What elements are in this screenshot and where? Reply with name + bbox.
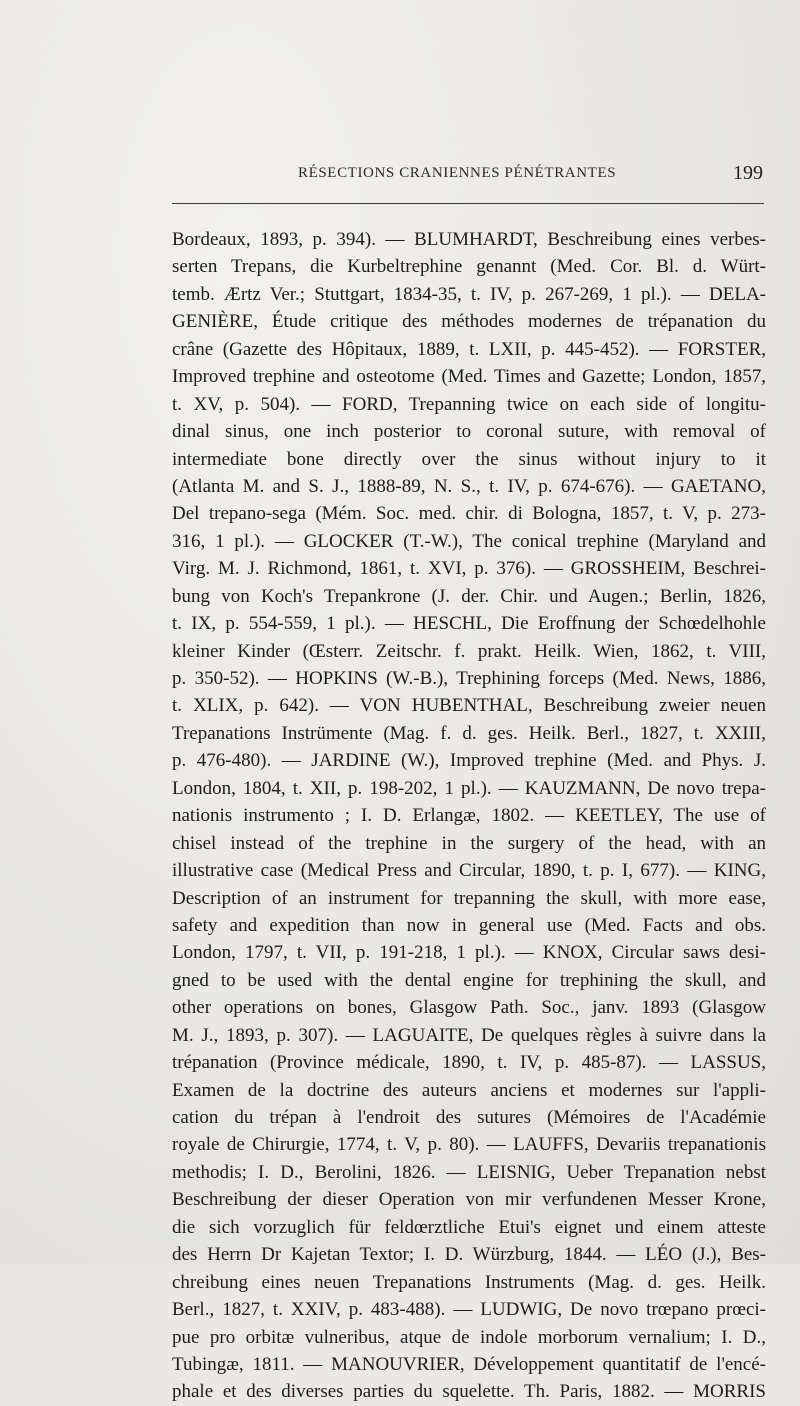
text-line: royale de Chirurgie, 1774, t. V, p. 80). — LAUFFS, Devariis trepanationis xyxy=(172,1134,766,1156)
text-line: des Herrn Dr Kajetan Textor; I. D. Würzburg, 1844. — LÉO (J.), Bes- xyxy=(172,1244,766,1266)
text-line: London, 1804, t. XII, p. 198-202, 1 pl.). — KAUZMANN, De novo trepa- xyxy=(172,777,766,799)
text-line: serten Trepans, die Kurbeltrephine genannt (Med. Cor. Bl. d. Würt- xyxy=(172,256,766,278)
text-line: chreibung eines neuen Trepanations Instruments (Mag. d. ges. Heilk. xyxy=(172,1271,766,1293)
bibliography-text xyxy=(172,226,766,1406)
text-line: temb. Ærtz Ver.; Stuttgart, 1834-35, t. IV, p. 267-269, 1 pl.). — DELA- xyxy=(172,283,766,305)
text-line: t. XLIX, p. 642). — VON HUBENTHAL, Beschreibung zweier neuen xyxy=(172,695,766,717)
text-line: p. 476-480). — JARDINE (W.), Improved trephine (Med. and Phys. J. xyxy=(172,750,766,772)
text-line: Bordeaux, 1893, p. 394). — BLUMHARDT, Beschreibung eines verbes- xyxy=(172,229,766,250)
text-line: cation du trépan à l'endroit des sutures (Mémoires de l'Académie xyxy=(172,1107,766,1128)
text-line: die sich vorzuglich für feldœrztliche Etui's eignet und einem atteste xyxy=(172,1216,766,1238)
text-line: dinal sinus, one inch posterior to coronal suture, with removal of xyxy=(172,421,766,443)
header-rule xyxy=(172,203,764,204)
text-line: Berl., 1827, t. XXIV, p. 483-488). — LUDWIG, De novo trœpano prœci- xyxy=(172,1299,766,1321)
text-line: Tubingæ, 1811. — MANOUVRIER, Développement quantitatif de l'encé- xyxy=(172,1353,766,1375)
text-line: kleiner Kinder (Œsterr. Zeitschr. f. prakt. Heilk. Wien, 1862, t. VIII, xyxy=(172,640,766,662)
text-line: nationis instrumento ; I. D. Erlangæ, 1802. — KEETLEY, The use of xyxy=(172,805,766,827)
text-line: chisel instead of the trephine in the surgery of the head, with an xyxy=(172,832,766,854)
page-number: 199 xyxy=(733,162,763,184)
text-line: London, 1797, t. VII, p. 191-218, 1 pl.). — KNOX, Circular saws desi- xyxy=(172,942,766,964)
text-line: methodis; I. D., Berolini, 1826. — LEISNIG, Ueber Trepanation nebst xyxy=(172,1161,766,1183)
running-head xyxy=(170,162,765,192)
text-line: other operations on bones, Glasgow Path. Soc., janv. 1893 (Glasgow xyxy=(172,997,766,1019)
text-line: bung von Koch's Trepankrone (J. der. Chir. und Augen.; Berlin, 1826, xyxy=(172,585,766,607)
text-line: illustrative case (Medical Press and Circular, 1890, t. p. I, 677). — KING, xyxy=(172,860,766,882)
text-line: crâne (Gazette des Hôpitaux, 1889, t. LXII, p. 445-452). — FORSTER, xyxy=(172,338,766,360)
text-line: gned to be used with the dental engine for trephining the skull, and xyxy=(172,969,766,991)
text-line: p. 350-52). — HOPKINS (W.-B.), Trephining forceps (Med. News, 1886, xyxy=(172,668,766,689)
text-line: M. J., 1893, p. 307). — LAGUAITE, De quelques règles à suivre dans la xyxy=(172,1024,766,1046)
text-line: t. IX, p. 554-559, 1 pl.). — HESCHL, Die Eroffnung der Schœdelhohle xyxy=(172,613,766,635)
text-line: Del trepano-sega (Mém. Soc. med. chir. di Bologna, 1857, t. V, p. 273- xyxy=(172,503,766,525)
text-line: Beschreibung der dieser Operation von mir verfundenen Messer Krone, xyxy=(172,1189,766,1211)
running-title: RÉSECTIONS CRANIENNES PÉNÉTRANTES xyxy=(298,165,617,181)
text-line: Virg. M. J. Richmond, 1861, t. XVI, p. 376). — GROSSHEIM, Beschrei- xyxy=(172,558,766,580)
text-line: Examen de la doctrine des auteurs anciens et modernes sur l'appli- xyxy=(172,1079,766,1101)
text-line: Description of an instrument for trepanning the skull, with more ease, xyxy=(172,887,766,909)
text-line: (Atlanta M. and S. J., 1888-89, N. S., t. IV, p. 674-676). — GAETANO, xyxy=(172,475,766,497)
text-line: Trepanations Instrümente (Mag. f. d. ges. Heilk. Berl., 1827, t. XXIII, xyxy=(172,722,766,744)
text-line: pue pro orbitæ vulneribus, atque de indole morborum vernalium; I. D., xyxy=(172,1326,766,1348)
text-line: Improved trephine and osteotome (Med. Times and Gazette; London, 1857, xyxy=(172,366,766,388)
text-line: trépanation (Province médicale, 1890, t. IV, p. 485-87). — LASSUS, xyxy=(172,1052,766,1074)
text-line: t. XV, p. 504). — FORD, Trepanning twice on each side of longitu- xyxy=(172,393,766,415)
text-line: safety and expedition than now in general use (Med. Facts and obs. xyxy=(172,914,766,936)
text-line: intermediate bone directly over the sinus without injury to it xyxy=(172,448,766,470)
text-line: 316, 1 pl.). — GLOCKER (T.-W.), The conical trephine (Maryland and xyxy=(172,530,766,552)
text-line: GENIÈRE, Étude critique des méthodes modernes de trépanation du xyxy=(172,311,766,333)
text-line: phale et des diverses parties du squelette. Th. Paris, 1882. — MORRIS xyxy=(172,1381,766,1403)
